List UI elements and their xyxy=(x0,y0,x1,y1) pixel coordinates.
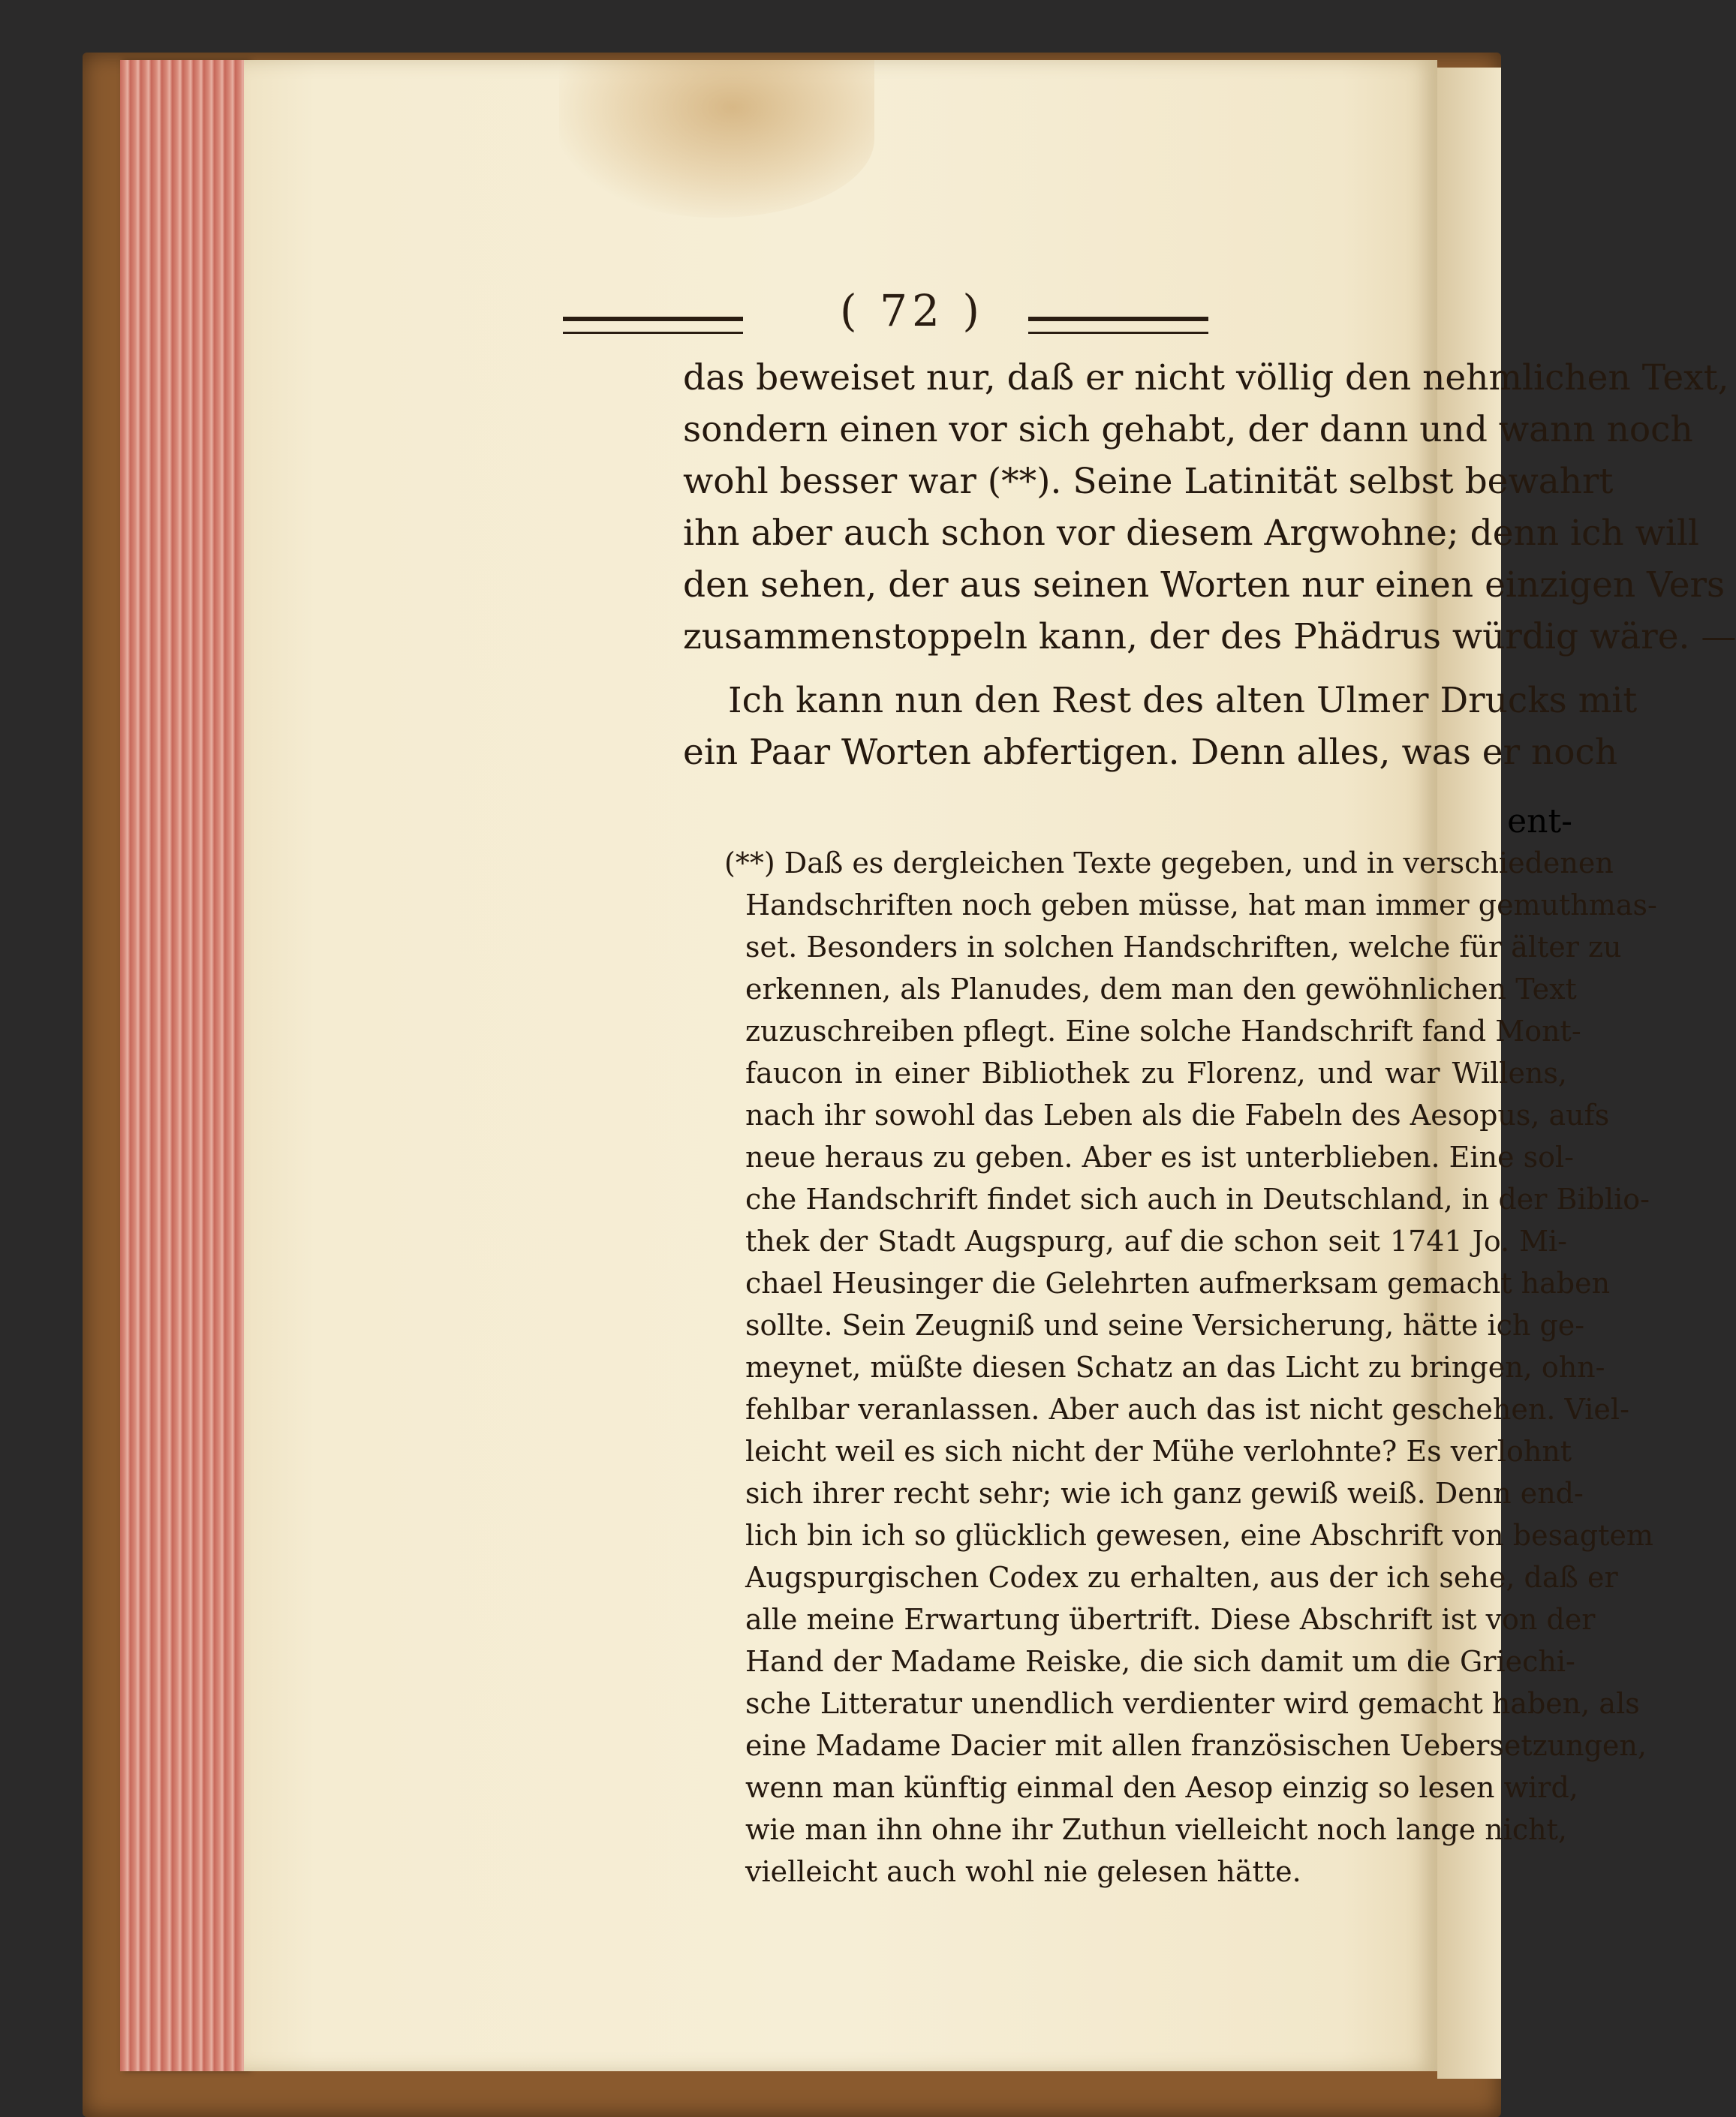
footnote-line: Augspurgischen Codex zu erhalten, aus der ich sehe, daß er xyxy=(745,1561,1618,1594)
main-text-line: ihn aber auch schon vor diesem Argwohne; denn ich will xyxy=(683,513,1699,554)
main-text-line: sondern einen vor sich gehabt, der dann und wann noch xyxy=(683,409,1693,450)
footnote-line: sollte. Sein Zeugniß und seine Versicherung, hätte ich ge- xyxy=(745,1309,1585,1342)
footnote-line: neue heraus zu geben. Aber es ist unterblieben. Eine sol- xyxy=(745,1141,1574,1174)
footnote-line: wie man ihn ohne ihr Zuthun vielleicht noch lange nicht, xyxy=(745,1813,1567,1846)
footnote-line: (**) Daß es dergleichen Texte gegeben, und in verschiedenen xyxy=(724,846,1614,880)
footnote-line: nach ihr sowohl das Leben als die Fabeln des Aesopus, aufs xyxy=(745,1099,1610,1132)
book-page xyxy=(244,60,1736,2071)
main-text-line: ein Paar Worten abfertigen. Denn alles, was er noch xyxy=(683,732,1618,773)
footnote-line: chael Heusinger die Gelehrten aufmerksam gemacht haben xyxy=(745,1267,1611,1300)
footnote-line: wenn man künftig einmal den Aesop einzig so lesen wird, xyxy=(745,1771,1578,1804)
main-text-line: Ich kann nun den Rest des alten Ulmer Drucks mit xyxy=(728,680,1638,721)
header-rule-right xyxy=(1028,317,1208,334)
page-number: ( 72 ) xyxy=(840,285,984,336)
footnote-line: eine Madame Dacier mit allen französischen Uebersetzungen, xyxy=(745,1729,1647,1762)
main-text-line: das beweiset nur, daß er nicht völlig den nehmlichen Text, xyxy=(683,357,1729,398)
footnote-line: erkennen, als Planudes, dem man den gewöhnlichen Text xyxy=(745,973,1577,1006)
footnote-line: meynet, müßte diesen Schatz an das Licht zu bringen, ohn- xyxy=(745,1351,1605,1384)
header-rule-left xyxy=(563,317,743,334)
footnote-line: lich bin ich so glücklich gewesen, eine Abschrift von besagtem xyxy=(745,1519,1653,1552)
footnote-line: fehlbar veranlassen. Aber auch das ist nicht geschehen. Viel- xyxy=(745,1393,1629,1426)
page-header xyxy=(244,285,1437,345)
footnote-line: faucon in einer Bibliothek zu Florenz, und war Willens, xyxy=(745,1057,1567,1090)
main-text-line: zusammenstoppeln kann, der des Phädrus würdig wäre. — xyxy=(683,616,1736,657)
footnote-line: zuzuschreiben pflegt. Eine solche Handschrift fand Mont- xyxy=(745,1015,1581,1048)
footnote-line: Hand der Madame Reiske, die sich damit um die Griechi- xyxy=(745,1645,1575,1678)
footnote-line: vielleicht auch wohl nie gelesen hätte. xyxy=(745,1855,1301,1888)
footnote-line: sich ihrer recht sehr; wie ich ganz gewiß weiß. Denn end- xyxy=(745,1477,1584,1510)
main-text-line: den sehen, der aus seinen Worten nur einen einzigen Vers xyxy=(683,564,1725,606)
water-stain xyxy=(559,60,874,218)
page-edges xyxy=(120,60,248,2071)
footnote-line: set. Besonders in solchen Handschriften, welche für älter zu xyxy=(745,931,1622,964)
footnote-line: leicht weil es sich nicht der Mühe verlohnte? Es verlohnt xyxy=(745,1435,1572,1468)
footnote-line: thek der Stadt Augspurg, auf die schon seit 1741 Jo. Mi- xyxy=(745,1225,1567,1258)
footnote-line: sche Litteratur unendlich verdienter wird gemacht haben, als xyxy=(745,1687,1640,1720)
footnote-line: che Handschrift findet sich auch in Deutschland, in der Biblio- xyxy=(745,1183,1650,1216)
main-text-line: wohl besser war (**). Seine Latinität selbst bewahrt xyxy=(683,461,1614,502)
footnote-line: alle meine Erwartung übertrift. Diese Abschrift ist von der xyxy=(745,1603,1596,1636)
catchword: ent- xyxy=(1507,802,1572,840)
footnote-line: Handschriften noch geben müsse, hat man immer gemuthmas- xyxy=(745,889,1657,922)
